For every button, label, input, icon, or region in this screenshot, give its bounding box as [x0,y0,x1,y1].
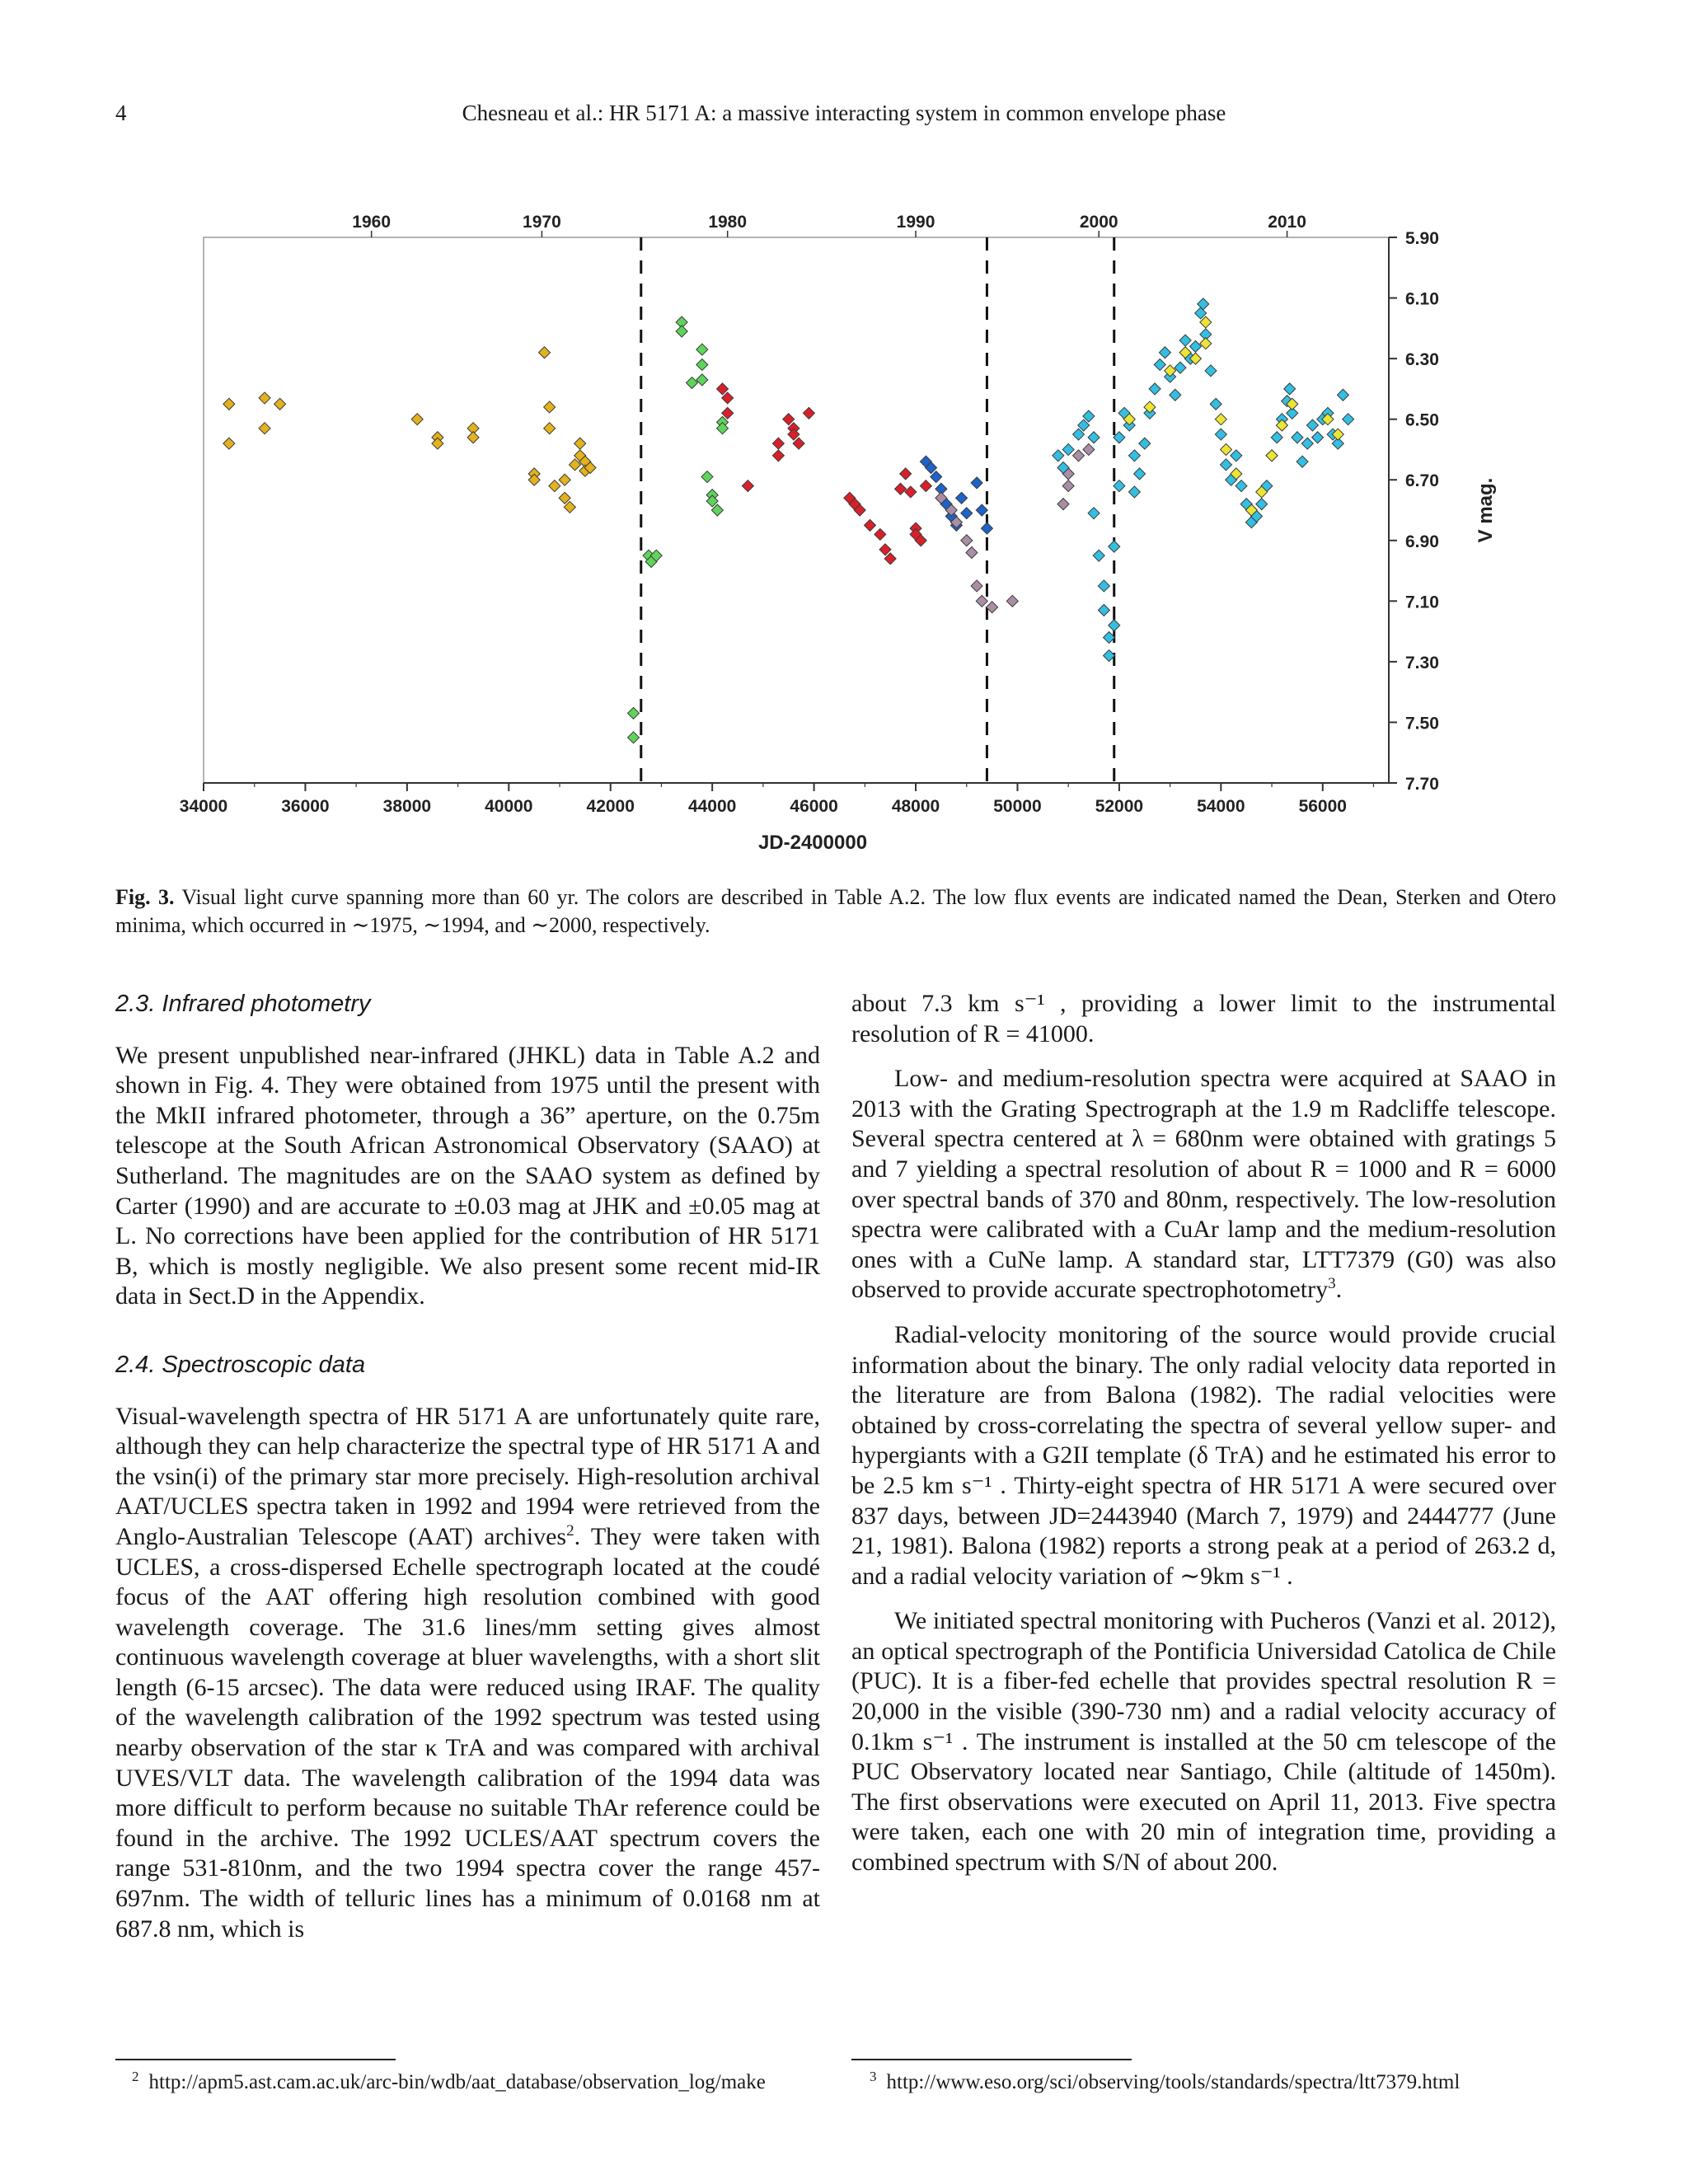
year-tick-label: 1990 [896,213,935,232]
data-point-cyan [1170,389,1181,401]
data-point-green [696,344,708,355]
y-tick-label: 6.50 [1405,410,1439,430]
data-point-green [696,374,708,386]
data-point-cyan [1337,389,1348,401]
data-point-gold [223,398,235,410]
data-point-cyan [1210,398,1221,410]
y-tick-label: 6.70 [1405,471,1439,491]
data-point-cyan [1306,419,1318,431]
data-point-blue [956,492,968,504]
footnote-3-mark: 3 [870,2068,877,2084]
data-point-cyan [1179,335,1191,346]
data-point-mauve [971,580,982,592]
data-point-red [874,528,886,540]
data-point-mauve [1073,450,1085,462]
data-point-blue [976,504,987,516]
data-point-yellow [1221,443,1232,455]
data-point-cyan [1292,432,1303,443]
running-title: Chesneau et al.: HR 5171 A: a massive interacting system in common envelope phase [462,101,1226,125]
x-tick-label: 50000 [993,797,1042,816]
data-point-green [628,707,640,719]
y-tick-label: 7.50 [1405,714,1439,733]
x-tick-label: 38000 [382,797,432,816]
data-point-cyan [1159,347,1170,359]
x-tick-label: 56000 [1298,797,1347,816]
data-point-gold [544,401,556,413]
data-point-cyan [1139,438,1151,449]
right-paragraph-2: Radial-velocity monitoring of the source would provide crucial information about the binary. The only radial velocity data reported in the literature are from Balona (1982). The radial velocities were obtained by cross-correlating the spectra of several yellow super- and hypergiants with a G2II template (δ TrA) and he estimated his error to be 2.5 km s⁻¹ . Thirty-eight spectra of HR 5171 A were secured over 837 days, between JD=2443940 (March 7, 1979) and 2444777 (June 21, 1981). Balona (1982) reports a strong peak at a period of 263.2 d, and a radial velocity variation of ∼9km s⁻¹ . [851,1320,1556,1590]
right-paragraph-0: about 7.3 km s⁻¹ , providing a lower limit to the instrumental resolution of R = 41000. [851,990,1556,1047]
y-tick-label: 7.10 [1405,593,1439,612]
data-point-cyan [1128,450,1140,462]
x-tick-label: 42000 [586,797,635,816]
data-point-cyan [1114,480,1125,492]
light-curve-chart [157,202,1558,869]
data-point-red [772,450,784,462]
figure-label: Fig. 3. [115,885,175,909]
y-tick-label: 7.70 [1405,775,1439,794]
footnote-rule-left [115,2059,396,2060]
x-tick-label: 34000 [179,797,228,816]
x-tick-label: 36000 [281,797,330,816]
data-point-green [628,732,640,743]
data-point-gold [574,438,586,449]
data-point-gold [559,474,570,485]
data-point-cyan [1271,432,1282,443]
y-tick-label: 6.10 [1405,289,1439,309]
data-point-cyan [1098,604,1109,616]
footnote-3-link[interactable]: http://www.eso.org/sci/observing/tools/standards/spectra/ltt7379.html [886,2071,1461,2093]
data-point-cyan [1098,580,1109,592]
x-tick-label: 46000 [790,797,838,816]
page-number: 4 [115,101,127,125]
data-point-cyan [1149,383,1160,395]
data-point-cyan [1205,365,1217,377]
data-point-gold [259,392,270,404]
x-tick-label: 52000 [1095,797,1144,816]
y-tick-label: 6.90 [1405,532,1439,551]
data-point-cyan [1109,541,1120,552]
footnote-ref-2[interactable]: 2 [566,1521,574,1540]
x-tick-label: 54000 [1197,797,1245,816]
data-point-cyan [1088,508,1100,519]
data-point-red [742,480,753,492]
data-point-gold [549,480,560,492]
footnote-2 [132,2068,766,2094]
data-point-red [772,438,784,449]
data-point-cyan [1053,450,1064,462]
y-axis-label: V mag. [1475,477,1497,543]
data-point-red [864,519,875,531]
data-point-red [920,480,931,492]
data-point-blue [961,508,973,519]
right-paragraph-3: We initiated spectral monitoring with Pucheros (Vanzi et al. 2012), an optical spectrograph of the Pontificia Universidad Catolica de Chile (PUC). It is a fiber-fed echelle that provides spectral resolution R = 20,000 in the visible (390-730 nm) and a radial velocity accuracy of 0.1km s⁻¹ . The instrument is installed at the 50 cm telescope of the PUC Observatory located near Santiago, Chile (altitude of 1450m). The first observations were executed on April 11, 2013. Five spectra were taken, each one with 20 min of integration time, providing a combined spectrum with S/N of about 200. [851,1607,1556,1877]
data-point-red [895,483,907,494]
footnote-3 [870,2068,1461,2094]
year-tick-label: 2000 [1079,213,1118,232]
data-point-gold [259,423,270,434]
data-point-blue [971,477,982,489]
section-2-4-title: 2.4. Spectroscopic data [115,1351,366,1378]
section-2-3-title: 2.3. Infrared photometry [115,991,371,1017]
data-point-mauve [1057,499,1069,510]
data-point-mauve [961,535,973,546]
data-point-gold [467,432,479,443]
section-2-3-paragraph: We present unpublished near-infrared (JHKL) data in Table A.2 and shown in Fig. 4. They were obtained from 1975 until the present with the MkII infrared photometer, through a 36” aperture, on the 0.75m telescope at the South African Astronomical Observatory (SAAO) at Sutherland. The magnitudes are on the SAAO system as defined by Carter (1990) and are accurate to ±0.03 mag at JHK and ±0.05 mag at L. No corrections have been applied for the contribution of HR 5171 B, which is mostly negligible. We also present some recent mid-IR data in Sect.D in the Appendix. [115,1041,820,1310]
footnote-2-mark: 2 [132,2068,139,2084]
right-column [851,989,1556,1878]
year-tick-label: 2010 [1268,213,1306,232]
data-point-red [905,486,917,498]
data-point-cyan [1134,468,1146,480]
left-column [115,989,820,1944]
footnote-ref-3[interactable]: 3 [1328,1275,1336,1293]
data-point-mauve [1006,595,1018,607]
data-point-cyan [1296,456,1308,467]
section-2-4-paragraph [115,1402,820,1945]
data-point-cyan [1215,429,1226,440]
data-point-cyan [1256,499,1268,510]
footnote-2-link[interactable]: http://apm5.ast.cam.ac.uk/arc-bin/wdb/aat_database/observation_log/make [148,2071,766,2093]
x-axis-label: JD-2400000 [757,832,868,854]
data-point-yellow [1200,338,1212,349]
data-point-cyan [1284,383,1296,395]
x-tick-label: 40000 [485,797,533,816]
data-point-yellow [1266,450,1278,462]
plot-frame [204,237,1389,783]
data-point-cyan [1093,550,1104,561]
data-point-red [803,407,814,419]
data-point-green [701,471,713,483]
data-point-gold [223,438,235,449]
data-point-cyan [1062,443,1074,455]
data-point-cyan [1231,450,1242,462]
right-paragraph-1-end: . [1335,1276,1343,1304]
data-point-gold [411,414,423,425]
section-2-4-text-b: . They were taken with UCLES, a cross-dispersed Echelle spectrograph located at the coudé focus of the AAT offering high resolution combined with good wavelength coverage. The 31.6 lines/mm setting gives almost continuous wavelength coverage at bluer wavelengths, with a short slit length (6-15 arcsec). The data were reduced using IRAF. The quality of the wavelength calibration of the 1992 spectrum was tested using nearby observation of the star κ TrA and was compared with archival UVES/VLT data. The wavelength calibration of the 1994 data was more difficult to perform because no suitable ThAr reference could be found in the archive. The 1992 UCLES/AAT spectrum covers the range 531-810nm, and the two 1994 spectra cover the range 457-697nm. The width of telluric lines has a minimum of 0.0168 nm at 687.8 nm, which is [115,1522,820,1943]
year-tick-label: 1970 [523,213,561,232]
data-point-cyan [1189,340,1201,352]
data-point-gold [539,347,551,359]
section-2-4-text-a: Visual-wavelength spectra of HR 5171 A are unfortunately quite rare, although they can help characterize the spectral type of HR 5171 A and the vsin(i) of the primary star more precisely. High-resolution archival AAT/UCLES spectra taken in 1992 and 1994 were retrieved from the Anglo-Australian Telescope (AAT) archives [115,1402,820,1550]
data-point-green [676,326,687,337]
footnote-rule-right [851,2059,1132,2060]
right-paragraph-1 [851,1064,1556,1305]
x-tick-label: 48000 [891,797,940,816]
data-point-cyan [1312,432,1324,443]
data-point-mauve [966,546,978,558]
data-point-mauve [1062,480,1074,492]
data-point-cyan [1236,480,1247,492]
data-point-mauve [976,595,987,607]
data-point-blue [981,523,992,534]
data-point-cyan [1343,414,1354,425]
data-point-cyan [1198,298,1209,310]
figure-caption [115,883,1556,940]
data-point-cyan [1128,486,1140,498]
data-point-green [696,359,708,370]
y-tick-label: 7.30 [1405,653,1439,673]
data-point-cyan [1154,359,1165,370]
data-point-cyan [1088,432,1100,443]
data-point-mauve [1083,443,1095,455]
year-tick-label: 1960 [352,213,392,232]
x-tick-label: 44000 [687,797,737,816]
caption-text: Visual light curve spanning more than 60 yr. The colors are described in Table A.2. The low flux events are indicated named the Dean, Sterken and Otero minima, which occurred in ∼1975, ∼1994, and ∼2000, respectively. [115,885,1556,937]
data-point-cyan [1301,438,1313,449]
data-point-cyan [1221,459,1232,471]
data-point-gold [274,398,286,410]
data-point-red [900,468,912,480]
data-point-cyan [1175,362,1186,373]
data-point-cyan [1109,620,1120,631]
y-tick-label: 6.30 [1405,350,1439,370]
y-tick-label: 5.90 [1405,229,1439,248]
right-paragraph-1-text: Low- and medium-resolution spectra were acquired at SAAO in 2013 with the Grating Spectrograph at the 1.9 m Radcliffe telescope. Several spectra centered at λ = 680nm were obtained with gratings 5 and 7 yielding a spectral resolution of about R = 1000 and R = 6000 over spectral bands of 370 and 80nm, respectively. The low-resolution spectra were calibrated with a CuAr lamp and the medium-resolution ones with a CuNe lamp. A standard star, LTT7379 (G0) was also observed to provide accurate spectrophotometry [851,1065,1556,1304]
year-tick-label: 1980 [708,213,748,232]
data-point-gold [544,423,556,434]
data-point-yellow [1215,414,1226,425]
data-point-green [686,377,697,389]
